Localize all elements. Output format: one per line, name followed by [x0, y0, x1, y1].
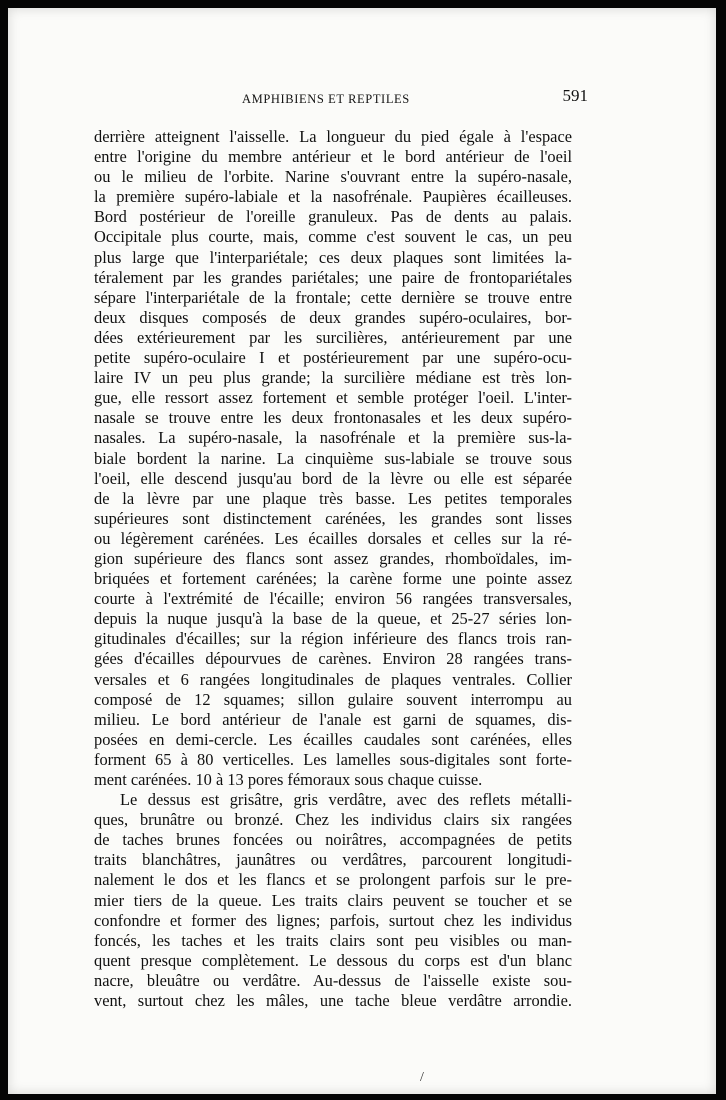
- text-line: mier tiers de la queue. Les traits clairs peuvent se toucher et se: [94, 890, 572, 910]
- text-line: nacre, bleuâtre ou verdâtre. Au-dessus de l'aisselle existe sou-: [94, 970, 572, 990]
- text-line: Bord postérieur de l'oreille granuleux. Pas de dents au palais.: [94, 207, 572, 227]
- text-line: biale bordent la narine. La cinquième sus-labiale se trouve sous: [94, 448, 572, 468]
- text-line: briquées et fortement carénées; la carène forme une pointe assez: [94, 569, 572, 589]
- text-line: dées extérieurement par les surcilières, antérieurement par une: [94, 327, 572, 347]
- text-line: l'oeil, elle descend jusqu'au bord de la lèvre ou elle est séparée: [94, 468, 572, 488]
- text-line: de taches brunes foncées ou noirâtres, accompagnées de petits: [94, 830, 572, 850]
- stray-ink-mark: /: [420, 1070, 424, 1085]
- text-line: gées d'écailles dépourvues de carènes. Environ 28 rangées trans-: [94, 649, 572, 669]
- text-line: laire IV un peu plus grande; la surcilière médiane est très lon-: [94, 368, 572, 388]
- text-line: traits blanchâtres, jaunâtres ou verdâtres, parcourent longitudi-: [94, 850, 572, 870]
- text-line: ment carénées. 10 à 13 pores fémoraux sous chaque cuisse.: [94, 770, 483, 789]
- text-line: courte à l'extrémité de l'écaille; environ 56 rangées transversales,: [94, 589, 572, 609]
- text-line: ou légèrement carénées. Les écailles dorsales et celles sur la ré-: [94, 528, 572, 548]
- text-line: milieu. Le bord antérieur de l'anale est garni de squames, dis-: [94, 709, 572, 729]
- text-line: derrière atteignent l'aisselle. La longueur du pied égale à l'espace: [94, 127, 572, 146]
- text-line: plus large que l'interpariétale; ces deux plaques sont limitées la-: [94, 247, 572, 267]
- text-line: ou le milieu de l'orbite. Narine s'ouvrant entre la supéro-nasale,: [94, 167, 572, 187]
- text-line: posées en demi-cercle. Les écailles caudales sont carénées, elles: [94, 729, 572, 749]
- running-title: AMPHIBIENS ET REPTILES: [242, 92, 410, 106]
- body-text: [94, 127, 572, 1011]
- text-line: ques, brunâtre ou bronzé. Chez les individus clairs six rangées: [94, 810, 572, 830]
- text-line: nasales. La supéro-nasale, la nasofrénale et la première sus-la-: [94, 428, 572, 448]
- text-line: deux disques composés de deux grandes supéro-oculaires, bor-: [94, 307, 572, 327]
- text-line: versales et 6 rangées longitudinales de plaques ventrales. Collier: [94, 669, 572, 689]
- text-line: composé de 12 squames; sillon gulaire souvent interrompu au: [94, 689, 572, 709]
- text-line: la première supéro-labiale et la nasofrénale. Paupières écailleuses.: [94, 187, 572, 207]
- text-line: nalement le dos et les flancs et se prolongent parfois sur le pre-: [94, 870, 572, 890]
- text-line: de la lèvre par une plaque très basse. Les petites temporales: [94, 488, 572, 508]
- text-line: nasale se trouve entre les deux frontonasales et les deux supéro-: [94, 408, 572, 428]
- text-line: supérieures sont distinctement carénées, les grandes sont lisses: [94, 508, 572, 528]
- text-line: petite supéro-oculaire I et postérieurement par une supéro-ocu-: [94, 348, 572, 368]
- text-line: foncés, les taches et les traits clairs sont peu visibles ou man-: [94, 930, 572, 950]
- text-line: gion supérieure des flancs sont assez grandes, rhomboïdales, im-: [94, 548, 572, 568]
- text-line: forment 65 à 80 verticelles. Les lamelles sous-digitales sont forte-: [94, 749, 572, 769]
- text-line: entre l'origine du membre antérieur et le bord antérieur de l'oeil: [94, 147, 572, 167]
- page-number: 591: [562, 86, 588, 105]
- text-line: gitudinales d'écailles; sur la région inférieure des flancs trois ran-: [94, 629, 572, 649]
- text-line: confondre et former des lignes; parfois, surtout chez les individus: [94, 910, 572, 930]
- paragraph-coloration: [94, 790, 572, 1011]
- text-line: téralement par les grandes pariétales; une paire de frontopariétales: [94, 267, 572, 287]
- text-line: quent presque complètement. Le dessous du corps est d'un blanc: [94, 950, 572, 970]
- text-line: Le dessus est grisâtre, gris verdâtre, avec des reflets métalli-: [120, 790, 572, 810]
- text-line: gue, elle ressort assez fortement et semble protéger l'oeil. L'inter-: [94, 388, 572, 408]
- text-line: vent, surtout chez les mâles, une tache bleue verdâtre arrondie.: [94, 991, 572, 1011]
- text-line: depuis la nuque jusqu'à la base de la queue, et 25-27 séries lon-: [94, 609, 572, 629]
- page-header: [94, 86, 588, 110]
- text-line: Occipitale plus courte, mais, comme c'est souvent le cas, un peu: [94, 227, 572, 247]
- paragraph-description: [94, 127, 572, 790]
- text-line: sépare l'interpariétale de la frontale; cette dernière se trouve entre: [94, 287, 572, 307]
